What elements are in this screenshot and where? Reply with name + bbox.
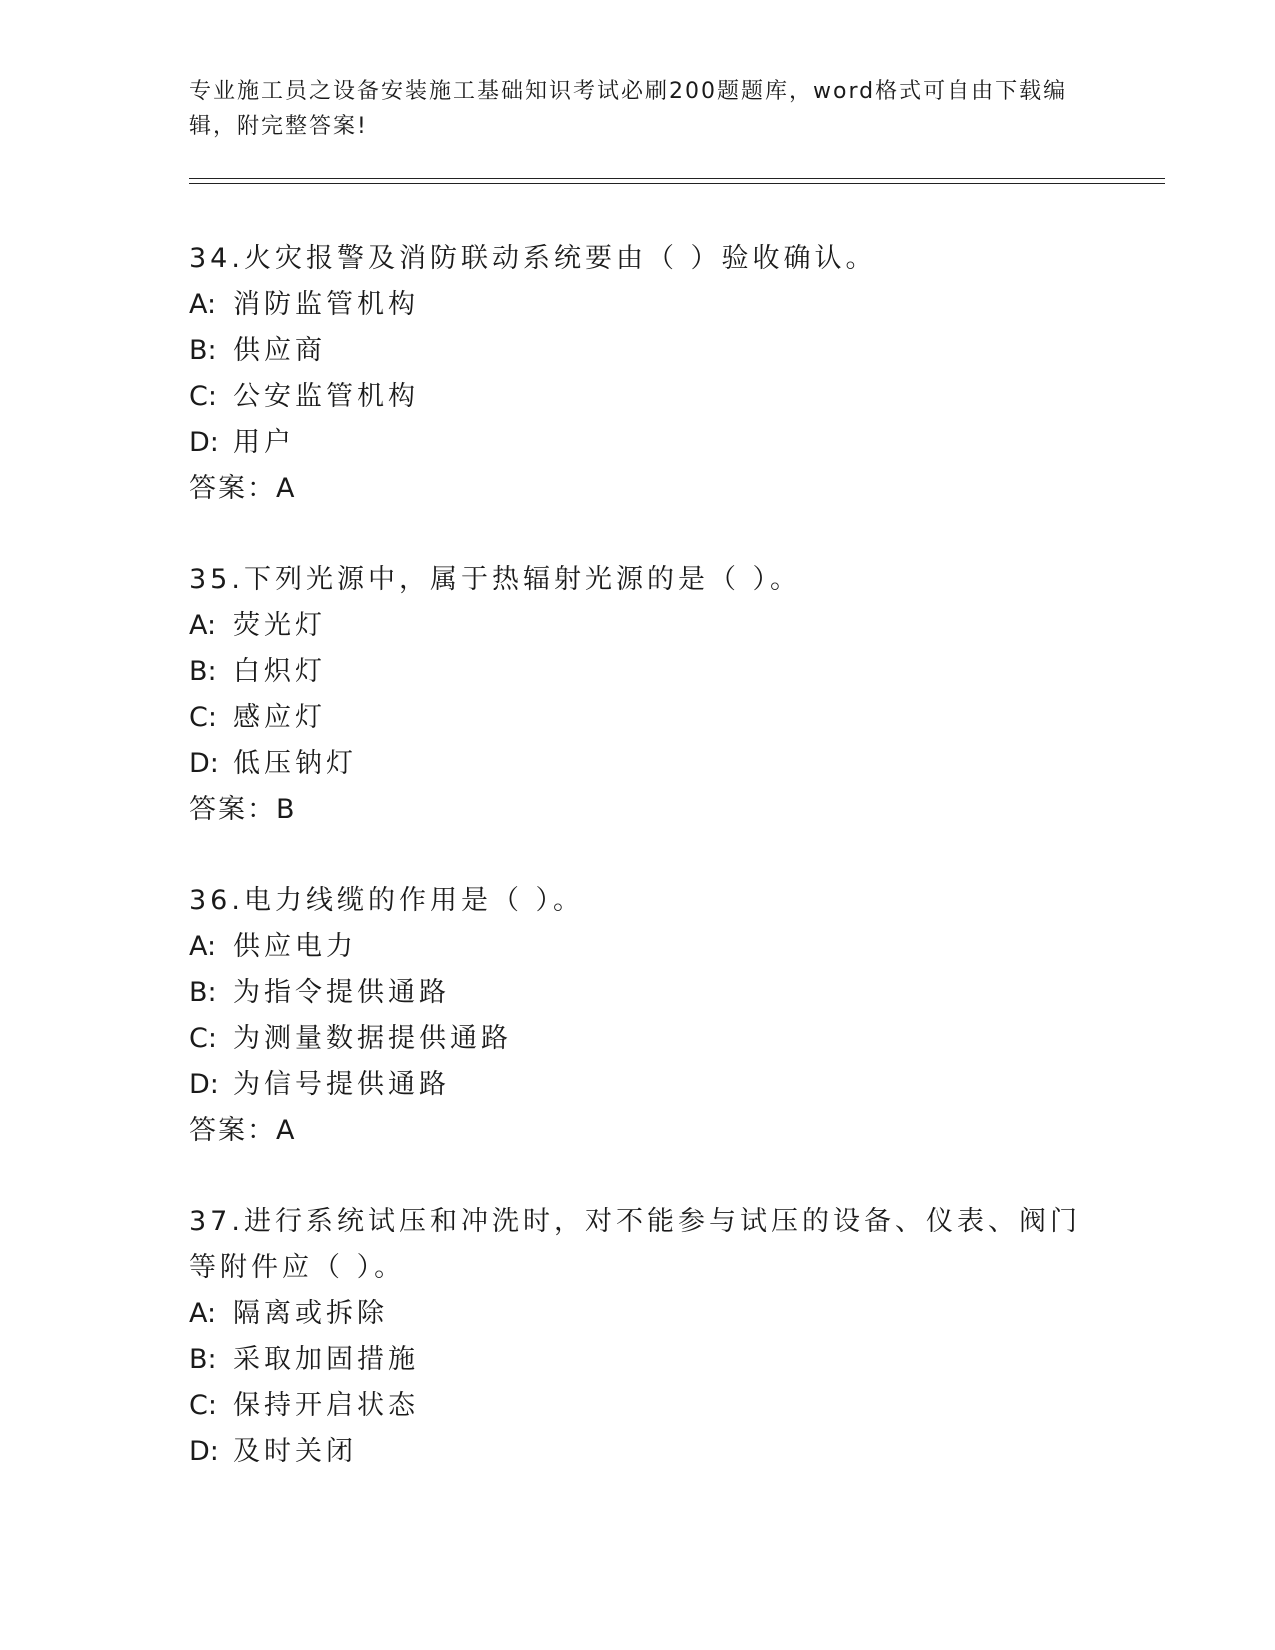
option-d [189, 420, 1089, 466]
option-letter: A: [189, 931, 217, 962]
question-37 [189, 1199, 1089, 1475]
option-letter: B: [189, 1344, 217, 1375]
option-text: 消防监管机构 [233, 289, 419, 320]
option-text: 隔离或拆除 [233, 1298, 388, 1329]
option-a [189, 1291, 1089, 1337]
option-letter: D: [189, 748, 219, 779]
option-letter: C: [189, 702, 217, 733]
option-text: 保持开启状态 [233, 1390, 419, 1421]
question-stem: 34.火灾报警及消防联动系统要由（ ）验收确认。 [189, 243, 877, 274]
question-36 [189, 878, 1089, 1154]
option-text: 荧光灯 [233, 610, 326, 641]
option-d [189, 1429, 1089, 1475]
option-text: 为信号提供通路 [233, 1069, 450, 1100]
document-header [189, 74, 1089, 144]
option-text: 用户 [233, 427, 295, 458]
option-letter: B: [189, 977, 217, 1008]
option-a [189, 924, 1089, 970]
header-divider-top [189, 178, 1165, 179]
option-text: 为测量数据提供通路 [233, 1023, 512, 1054]
option-text: 低压钠灯 [233, 748, 357, 779]
option-letter: A: [189, 1298, 217, 1329]
option-text: 公安监管机构 [233, 381, 419, 412]
document-title: 专业施工员之设备安装施工基础知识考试必刷200题题库，word格式可自由下载编辑，附完整答案! [189, 79, 1068, 139]
option-a [189, 603, 1089, 649]
question-35 [189, 557, 1089, 833]
option-letter: C: [189, 1023, 217, 1054]
option-letter: B: [189, 335, 217, 366]
option-d [189, 741, 1089, 787]
option-letter: A: [189, 289, 217, 320]
option-letter: C: [189, 381, 217, 412]
option-b [189, 649, 1089, 695]
question-stem: 37.进行系统试压和冲洗时，对不能参与试压的设备、仪表、阀门等附件应（ ）。 [189, 1206, 1081, 1283]
option-b [189, 328, 1089, 374]
option-text: 供应商 [233, 335, 326, 366]
option-text: 为指令提供通路 [233, 977, 450, 1008]
answer-line: 答案：A [189, 1115, 297, 1146]
question-34 [189, 236, 1089, 512]
option-text: 白炽灯 [233, 656, 326, 687]
option-letter: C: [189, 1390, 217, 1421]
option-d [189, 1062, 1089, 1108]
option-letter: D: [189, 427, 219, 458]
option-text: 感应灯 [233, 702, 326, 733]
option-text: 供应电力 [233, 931, 357, 962]
option-letter: D: [189, 1069, 219, 1100]
option-letter: D: [189, 1436, 219, 1467]
header-divider-bottom [189, 183, 1165, 184]
option-c [189, 1383, 1089, 1429]
question-stem: 35.下列光源中，属于热辐射光源的是（ ）。 [189, 564, 802, 595]
option-letter: B: [189, 656, 217, 687]
question-stem: 36.电力线缆的作用是（ ）。 [189, 885, 585, 916]
option-text: 及时关闭 [233, 1436, 357, 1467]
option-c [189, 695, 1089, 741]
option-text: 采取加固措施 [233, 1344, 419, 1375]
answer-line: 答案：A [189, 473, 297, 504]
option-b [189, 970, 1089, 1016]
option-a [189, 282, 1089, 328]
option-c [189, 1016, 1089, 1062]
option-letter: A: [189, 610, 217, 641]
option-b [189, 1337, 1089, 1383]
option-c [189, 374, 1089, 420]
answer-line: 答案：B [189, 794, 297, 825]
